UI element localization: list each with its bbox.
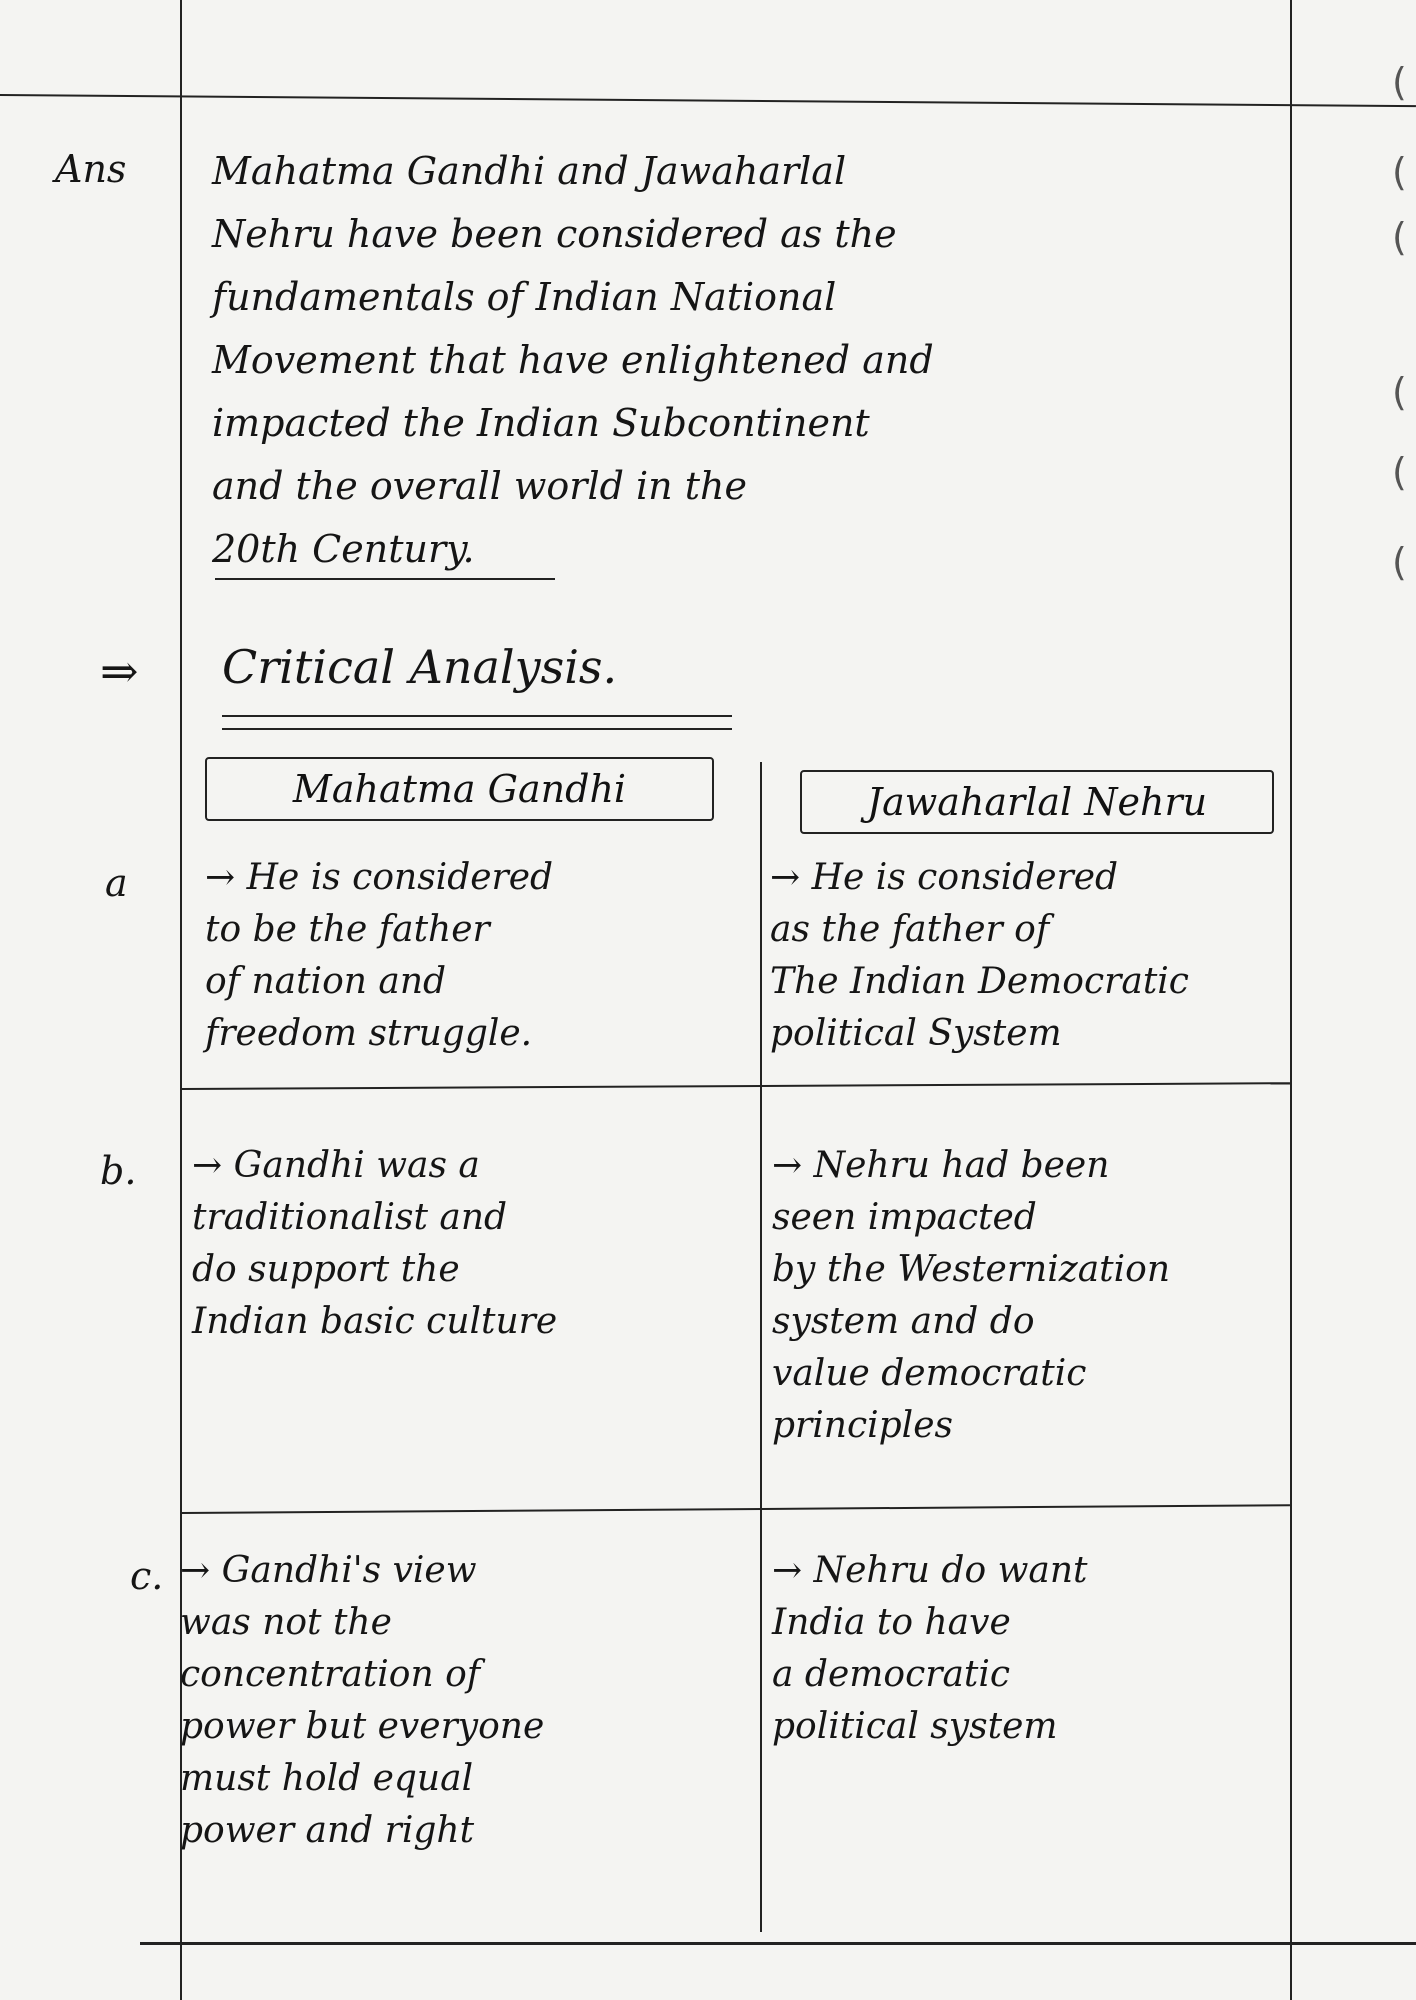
binding-mark-3: ( [1392, 215, 1407, 259]
answer-intro: Mahatma Gandhi and Jawaharlal Nehru have been considered as the fundamentals of Indian National Movement that have enlightened and impacted the Indian Subcontinent and the overall world in the 20th Century. [212, 149, 934, 571]
right-margin-line [1290, 0, 1292, 2000]
row-a-gandhi: → He is considered to be the father of nation and freedom struggle. [205, 857, 554, 1054]
analysis-arrow: ⇒ [100, 644, 139, 698]
analysis-heading: Critical Analysis. [222, 640, 618, 694]
binding-mark-1: ( [1392, 60, 1407, 104]
answer-label: Ans [55, 147, 127, 191]
intro-underline [215, 578, 555, 580]
binding-mark-4: ( [1392, 370, 1407, 414]
column-header-gandhi: Mahatma Gandhi [205, 757, 714, 821]
top-rule [0, 94, 1416, 107]
row-c-gandhi: → Gandhi's view was not the concentration of power but everyone must hold equal power and right [180, 1550, 545, 1851]
row-a-bottom-line [182, 1082, 1290, 1090]
column-header-nehru: Jawaharlal Nehru [800, 770, 1274, 834]
column-divider [760, 762, 762, 1932]
binding-mark-6: ( [1392, 540, 1407, 584]
bottom-rule [140, 1942, 1416, 1945]
row-a-marker: a [105, 861, 128, 905]
row-c-nehru: → Nehru do want India to have a democratic political system [772, 1550, 1088, 1747]
row-a-nehru: → He is considered as the father of The Indian Democratic political System [770, 857, 1189, 1054]
binding-mark-5: ( [1392, 450, 1407, 494]
row-c-marker: c. [130, 1554, 164, 1598]
row-b-bottom-line [182, 1504, 1290, 1514]
binding-mark-2: ( [1392, 150, 1407, 194]
heading-underline-2 [222, 728, 732, 730]
row-b-gandhi: → Gandhi was a traditionalist and do support the Indian basic culture [192, 1145, 558, 1342]
heading-underline-1 [222, 715, 732, 717]
row-b-nehru: → Nehru had been seen impacted by the Westernization system and do value democratic principles [772, 1145, 1171, 1446]
row-b-marker: b. [100, 1149, 137, 1193]
